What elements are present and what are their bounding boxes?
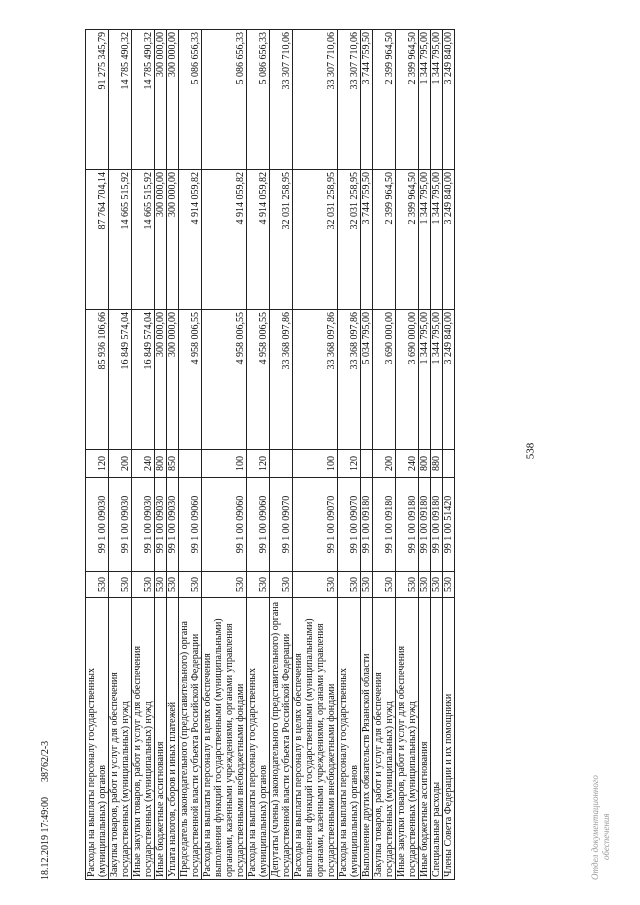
table-row	[373, 30, 396, 880]
cell-v2: 4 914 059,82	[179, 170, 202, 310]
table-row	[179, 30, 202, 880]
cell-name: Выполнение других обязательств Рязанской области	[361, 598, 373, 880]
cell-v3: 33 307 710,06	[293, 30, 338, 170]
cell-v1: 300 000,00	[155, 310, 167, 450]
cell-gr: 530	[155, 572, 167, 598]
cell-cs: 99 1 00 09030	[86, 478, 109, 572]
cell-vr: 880	[431, 450, 443, 478]
cell-vr	[270, 450, 293, 478]
table-row	[86, 30, 109, 880]
table-row	[132, 30, 155, 880]
cell-v2: 4 914 059,82	[202, 170, 247, 310]
table-row	[293, 30, 338, 880]
cell-v1: 33 368 097,86	[338, 310, 361, 450]
cell-gr: 530	[373, 572, 396, 598]
cell-cs: 99 1 00 51420	[443, 478, 455, 572]
cell-v1: 300 000,00	[167, 310, 179, 450]
cell-v3: 33 307 710,06	[270, 30, 293, 170]
cell-name: Председатель законодательного (представительного) органа государственной власти субъекта Российской Федерации	[179, 598, 202, 880]
cell-cs: 99 1 00 09030	[132, 478, 155, 572]
cell-gr: 530	[270, 572, 293, 598]
cell-name: Расходы на выплаты персоналу государственных (муниципальных) органов	[338, 598, 361, 880]
cell-v2: 300 000,00	[167, 170, 179, 310]
budget-table	[85, 29, 455, 880]
cell-gr: 530	[109, 572, 132, 598]
cell-v3: 2 399 964,50	[373, 30, 396, 170]
cell-cs: 99 1 00 09060	[247, 478, 270, 572]
cell-vr: 240	[132, 450, 155, 478]
cell-v3: 1 344 795,00	[431, 30, 443, 170]
cell-gr: 530	[443, 572, 455, 598]
table-row	[202, 30, 247, 880]
cell-vr: 100	[293, 450, 338, 478]
cell-vr	[179, 450, 202, 478]
cell-v2: 32 031 258,95	[338, 170, 361, 310]
cell-vr	[443, 450, 455, 478]
cell-v2: 1 344 795,00	[419, 170, 431, 310]
cell-v3: 3 744 759,50	[361, 30, 373, 170]
cell-vr: 100	[202, 450, 247, 478]
cell-cs: 99 1 00 09030	[109, 478, 132, 572]
cell-name: Расходы на выплаты персоналу государственных (муниципальных) органов	[247, 598, 270, 880]
cell-name: Иные закупки товаров, работ и услуг для обеспечения государственных (муниципальных) нужд	[132, 598, 155, 880]
cell-v3: 33 307 710,06	[338, 30, 361, 170]
table-row	[155, 30, 167, 880]
table-row	[431, 30, 443, 880]
footer-datetime: 18.12.2019 17:49:00	[40, 796, 51, 880]
table-row	[419, 30, 431, 880]
cell-gr: 530	[419, 572, 431, 598]
cell-v2: 3 744 759,50	[361, 170, 373, 310]
cell-v2: 1 344 795,00	[431, 170, 443, 310]
cell-cs: 99 1 00 09070	[338, 478, 361, 572]
cell-name: Расходы на выплаты персоналу в целях обеспечения выполнения функций государственными (муниципальными) органами, казенными учреждениями, органами управления государственными внебюджетными фондами	[202, 598, 247, 880]
cell-name: Закупка товаров, работ и услуг для обеспечения государственных (муниципальных) нужд	[109, 598, 132, 880]
cell-gr: 530	[361, 572, 373, 598]
cell-v3: 2 399 964,50	[396, 30, 419, 170]
cell-vr: 800	[419, 450, 431, 478]
cell-cs: 99 1 00 09060	[179, 478, 202, 572]
cell-v1: 4 958 006,55	[247, 310, 270, 450]
cell-v1: 4 958 006,55	[179, 310, 202, 450]
cell-v1: 1 344 795,00	[419, 310, 431, 450]
cell-v1: 33 368 097,86	[270, 310, 293, 450]
cell-cs: 99 1 00 09060	[202, 478, 247, 572]
cell-v3: 14 785 490,32	[109, 30, 132, 170]
cell-vr: 200	[109, 450, 132, 478]
cell-gr: 530	[167, 572, 179, 598]
cell-gr: 530	[338, 572, 361, 598]
cell-vr: 120	[338, 450, 361, 478]
cell-vr: 800	[155, 450, 167, 478]
cell-gr: 530	[86, 572, 109, 598]
cell-v2: 87 764 704,14	[86, 170, 109, 310]
cell-gr: 530	[431, 572, 443, 598]
cell-vr: 240	[396, 450, 419, 478]
cell-v3: 91 275 345,79	[86, 30, 109, 170]
footer-code: 38762/2-3	[40, 740, 51, 782]
page-number: 538	[524, 442, 537, 460]
table-row	[338, 30, 361, 880]
cell-name: Расходы на выплаты персоналу в целях обеспечения выполнения функций государственными (муниципальными) органами, казенными учреждениями, органами управления государственными внебюджетными фондами	[293, 598, 338, 880]
cell-cs: 99 1 00 09180	[373, 478, 396, 572]
cell-cs: 99 1 00 09180	[396, 478, 419, 572]
cell-name: Иные бюджетные ассигнования	[419, 598, 431, 880]
cell-gr: 530	[132, 572, 155, 598]
cell-v3: 1 344 795,00	[419, 30, 431, 170]
cell-v2: 4 914 059,82	[247, 170, 270, 310]
cell-v1: 3 249 840,00	[443, 310, 455, 450]
cell-v1: 5 034 795,00	[361, 310, 373, 450]
cell-cs: 99 1 00 09030	[167, 478, 179, 572]
table-row	[247, 30, 270, 880]
cell-cs: 99 1 00 09180	[419, 478, 431, 572]
cell-v2: 3 249 840,00	[443, 170, 455, 310]
cell-cs: 99 1 00 09180	[361, 478, 373, 572]
cell-gr: 530	[293, 572, 338, 598]
cell-name: Иные бюджетные ассигнования	[155, 598, 167, 880]
stamp-line2: обеспечения	[601, 813, 611, 860]
cell-v1: 85 936 106,66	[86, 310, 109, 450]
cell-vr: 850	[167, 450, 179, 478]
cell-name: Специальные расходы	[431, 598, 443, 880]
cell-vr: 120	[86, 450, 109, 478]
cell-vr	[361, 450, 373, 478]
cell-v2: 32 031 258,95	[293, 170, 338, 310]
budget-table-body	[86, 30, 455, 880]
cell-v3: 300 000,00	[155, 30, 167, 170]
cell-v2: 14 665 515,92	[109, 170, 132, 310]
cell-cs: 99 1 00 09070	[293, 478, 338, 572]
table-row	[396, 30, 419, 880]
cell-name: Иные закупки товаров, работ и услуг для обеспечения государственных (муниципальных) нужд	[396, 598, 419, 880]
cell-vr: 200	[373, 450, 396, 478]
cell-gr: 530	[202, 572, 247, 598]
cell-gr: 530	[247, 572, 270, 598]
cell-v2: 32 031 258,95	[270, 170, 293, 310]
cell-name: Расходы на выплаты персоналу государственных (муниципальных) органов	[86, 598, 109, 880]
cell-v1: 16 849 574,04	[132, 310, 155, 450]
table-row	[270, 30, 293, 880]
cell-v2: 14 665 515,92	[132, 170, 155, 310]
footer	[40, 680, 54, 880]
cell-v1: 1 344 795,00	[431, 310, 443, 450]
cell-v3: 5 086 656,33	[202, 30, 247, 170]
cell-v3: 3 249 840,00	[443, 30, 455, 170]
cell-cs: 99 1 00 09030	[155, 478, 167, 572]
budget-table-rotated	[85, 30, 590, 880]
cell-name: Депутаты (члены) законодательного (представительного) органа государственной власти субъекта Российской Федерации	[270, 598, 293, 880]
cell-v1: 33 368 097,86	[293, 310, 338, 450]
stamp-line1: Отдел документационного	[590, 775, 600, 880]
cell-gr: 530	[396, 572, 419, 598]
cell-cs: 99 1 00 09180	[431, 478, 443, 572]
cell-v3: 5 086 656,33	[179, 30, 202, 170]
table-row	[361, 30, 373, 880]
cell-v2: 2 399 964,50	[373, 170, 396, 310]
table-row	[443, 30, 455, 880]
cell-v1: 16 849 574,04	[109, 310, 132, 450]
cell-v2: 2 399 964,50	[396, 170, 419, 310]
cell-v1: 3 690 000,00	[373, 310, 396, 450]
table-row	[167, 30, 179, 880]
cell-name: Члены Совета Федерации и их помощники	[443, 598, 455, 880]
cell-name: Уплата налогов, сборов и иных платежей	[167, 598, 179, 880]
cell-v3: 5 086 656,33	[247, 30, 270, 170]
cell-v1: 3 690 000,00	[396, 310, 419, 450]
cell-v3: 14 785 490,32	[132, 30, 155, 170]
cell-name: Закупка товаров, работ и услуг для обеспечения государственных (муниципальных) нужд	[373, 598, 396, 880]
cell-cs: 99 1 00 09070	[270, 478, 293, 572]
cell-v3: 300 000,00	[167, 30, 179, 170]
stamp	[590, 700, 620, 880]
cell-v1: 4 958 006,55	[202, 310, 247, 450]
table-row	[109, 30, 132, 880]
cell-gr: 530	[179, 572, 202, 598]
cell-vr: 120	[247, 450, 270, 478]
cell-v2: 300 000,00	[155, 170, 167, 310]
